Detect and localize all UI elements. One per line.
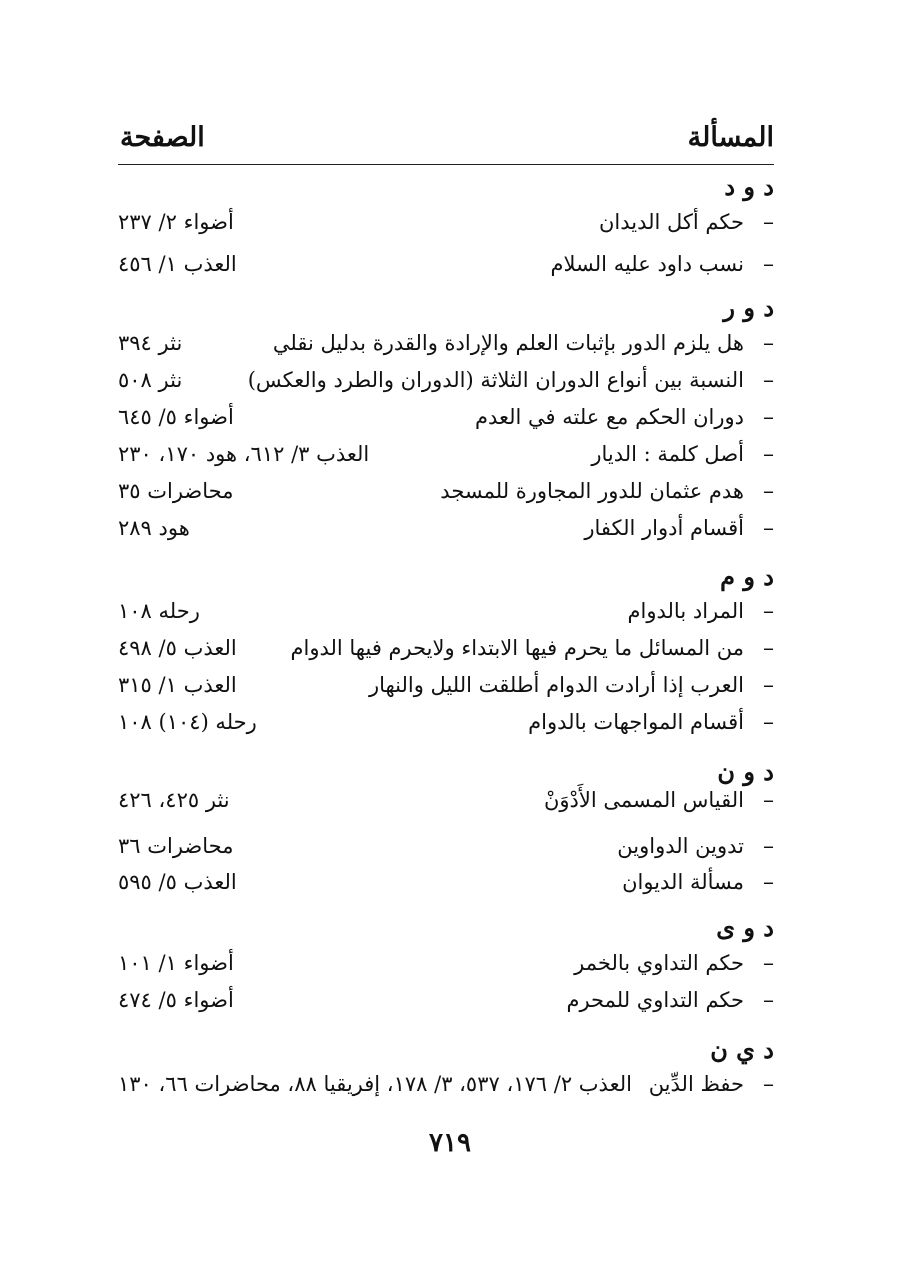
entry-reference: العذب ١/ ٤٥٦ [118,252,237,276]
entry-reference: العذب ٥/ ٤٩٨ [118,636,237,660]
index-entry [118,331,774,367]
entry-text: تدوين الدواوين [617,834,744,858]
entry-text: حكم التداوي بالخمر [574,951,744,975]
section-heading: د و ى [716,913,774,942]
entry-text: أقسام أدوار الكفار [584,516,744,540]
index-entry [118,516,774,552]
section-heading: د و م [720,562,774,591]
entry-dash: – [763,210,774,235]
entry-dash: – [763,1072,774,1097]
entry-dash: – [763,442,774,467]
entry-reference: العذب ١/ ٣١٥ [118,673,237,697]
index-entry [118,479,774,515]
index-entry [118,710,774,746]
entry-dash: – [763,331,774,356]
entry-text: هدم عثمان للدور المجاورة للمسجد [440,479,744,503]
index-entry [118,673,774,709]
entry-text: دوران الحكم مع علته في العدم [474,405,744,429]
entry-dash: – [763,368,774,393]
entry-text: القياس المسمى الأَدْوَنْ [543,788,744,812]
index-entry [118,636,774,672]
entry-dash: – [763,516,774,541]
entry-text: من المسائل ما يحرم فيها الابتداء ولايحرم فيها الدوام [290,636,744,660]
index-entry [118,788,774,824]
index-entry [118,442,774,478]
entry-dash: – [763,988,774,1013]
entry-reference: أضواء ٥/ ٤٧٤ [118,988,234,1012]
entry-text: حكم أكل الديدان [598,210,744,234]
entry-text: أصل كلمة : الديار [591,442,744,466]
index-entry [118,405,774,441]
entry-dash: – [763,710,774,735]
entry-reference: أضواء ١/ ١٠١ [118,951,234,975]
entry-dash: – [763,252,774,277]
entry-reference: نثر ٣٩٤ [118,331,183,355]
entry-text: العرب إذا أرادت الدوام أطلقت الليل والنهار [368,673,744,697]
entry-dash: – [763,405,774,430]
entry-text: مسألة الديوان [622,870,744,894]
index-entry [118,210,774,246]
index-entry [118,870,774,906]
entry-text: أقسام المواجهات بالدوام [528,710,744,734]
section-heading: د و ر [723,293,774,322]
index-entry [118,252,774,288]
index-entry [118,368,774,404]
index-entry [118,1072,774,1108]
entry-reference: العذب ٢/ ١٧٦، ٥٣٧، ٣/ ١٧٨، إفريقيا ٨٨، محاضرات ٦٦، ١٣٠ [118,1072,632,1096]
entry-text: النسبة بين أنواع الدوران الثلاثة (الدوران والطرد والعكس) [247,368,744,392]
section-heading: د و د [724,172,774,201]
header-issue: المسألة [687,122,774,153]
entry-reference: نثر ٤٢٥، ٤٢٦ [118,788,230,812]
entry-text: المراد بالدوام [627,599,744,623]
entry-dash: – [763,951,774,976]
table-header [118,120,774,165]
entry-reference: العذب ٣/ ٦١٢، هود ١٧٠، ٢٣٠ [118,442,370,466]
index-entry [118,834,774,870]
entry-text: حفظ الدِّين [648,1072,744,1096]
index-entry [118,599,774,635]
header-page: الصفحة [120,122,205,153]
page-number: ٧١٩ [429,1128,471,1158]
entry-text: هل يلزم الدور بإثبات العلم والإرادة والقدرة بدليل نقلي [272,331,744,355]
entry-dash: – [763,479,774,504]
entry-dash: – [763,673,774,698]
entry-reference: العذب ٥/ ٥٩٥ [118,870,237,894]
entry-dash: – [763,834,774,859]
section-heading: د ي ن [710,1035,774,1064]
entry-reference: رحله (١٠٤) ١٠٨ [118,710,257,734]
entry-reference: أضواء ٥/ ٦٤٥ [118,405,234,429]
entry-dash: – [763,788,774,813]
entry-reference: محاضرات ٣٥ [118,479,234,503]
entry-text: حكم التداوي للمحرم [566,988,744,1012]
entry-reference: محاضرات ٣٦ [118,834,234,858]
entry-dash: – [763,870,774,895]
entry-reference: نثر ٥٠٨ [118,368,183,392]
entry-reference: أضواء ٢/ ٢٣٧ [118,210,234,234]
index-entry [118,951,774,987]
entry-reference: رحله ١٠٨ [118,599,200,623]
entry-dash: – [763,599,774,624]
entry-reference: هود ٢٨٩ [118,516,190,540]
entry-text: نسب داود عليه السلام [550,252,744,276]
section-heading: د و ن [717,757,774,786]
index-entry [118,988,774,1024]
entry-dash: – [763,636,774,661]
